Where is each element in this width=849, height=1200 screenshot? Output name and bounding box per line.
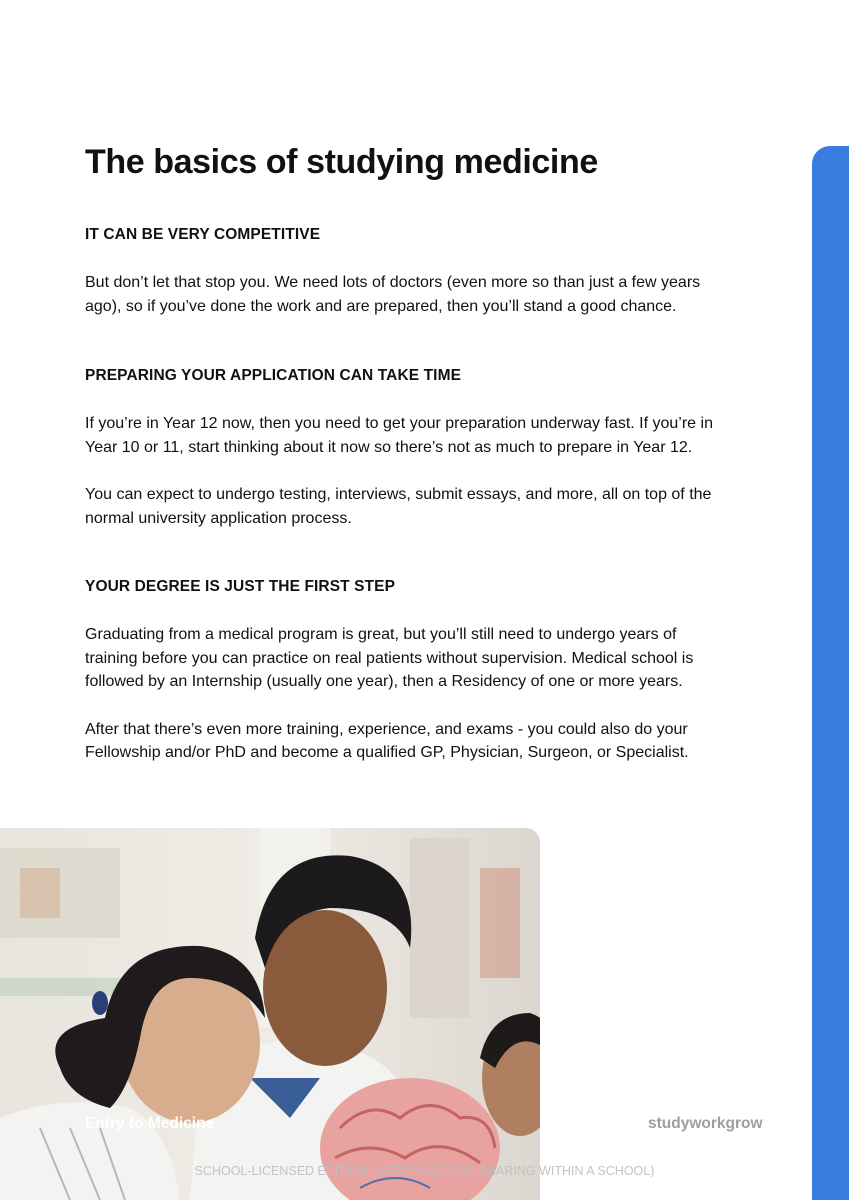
students-photo [0,828,540,1200]
section-application [85,367,725,530]
section-competitive [85,226,725,318]
section-heading: YOUR DEGREE IS JUST THE FIRST STEP [85,578,396,595]
section-heading: PREPARING YOUR APPLICATION CAN TAKE TIME [85,367,462,384]
accent-side-bar [812,146,849,1200]
section-heading: IT CAN BE VERY COMPETITIVE [85,226,321,243]
section-paragraph: But don’t let that stop you. We need lots of doctors (even more so than just a few years ago), so if you’ve done the work and are prepared, then you’ll stand a good chance. [85,274,701,315]
section-paragraph: After that there’s even more training, experience, and exams - you could also do your Fellowship and/or PhD and become a qualified GP, Physician, Surgeon, or Specialist. [85,720,689,761]
section-degree [85,578,725,765]
page-title: The basics of studying medicine [85,143,598,181]
section-paragraph: Graduating from a medical program is great, but you’ll still need to undergo years of training before you can practice on real patients without supervision. Medical school is followed by an Internship (usually one year), then a Residency of one or more years. [85,626,694,690]
footer-brand: studyworkgrow [648,1115,763,1132]
footer-document-title: Entry to Medicine [85,1115,215,1132]
section-paragraph: You can expect to undergo testing, interviews, submit essays, and more, all on top of the normal university application process. [85,486,712,527]
section-paragraph: If you’re in Year 12 now, then you need to get your preparation underway fast. If you’re in Year 10 or 11, start thinking about it now so there’s not as much to prepare in Year 12. [85,415,713,456]
license-watermark: SCHOOL-LICENSED EDITION (APPROVED FOR SHARING WITHIN A SCHOOL) [194,1164,655,1178]
